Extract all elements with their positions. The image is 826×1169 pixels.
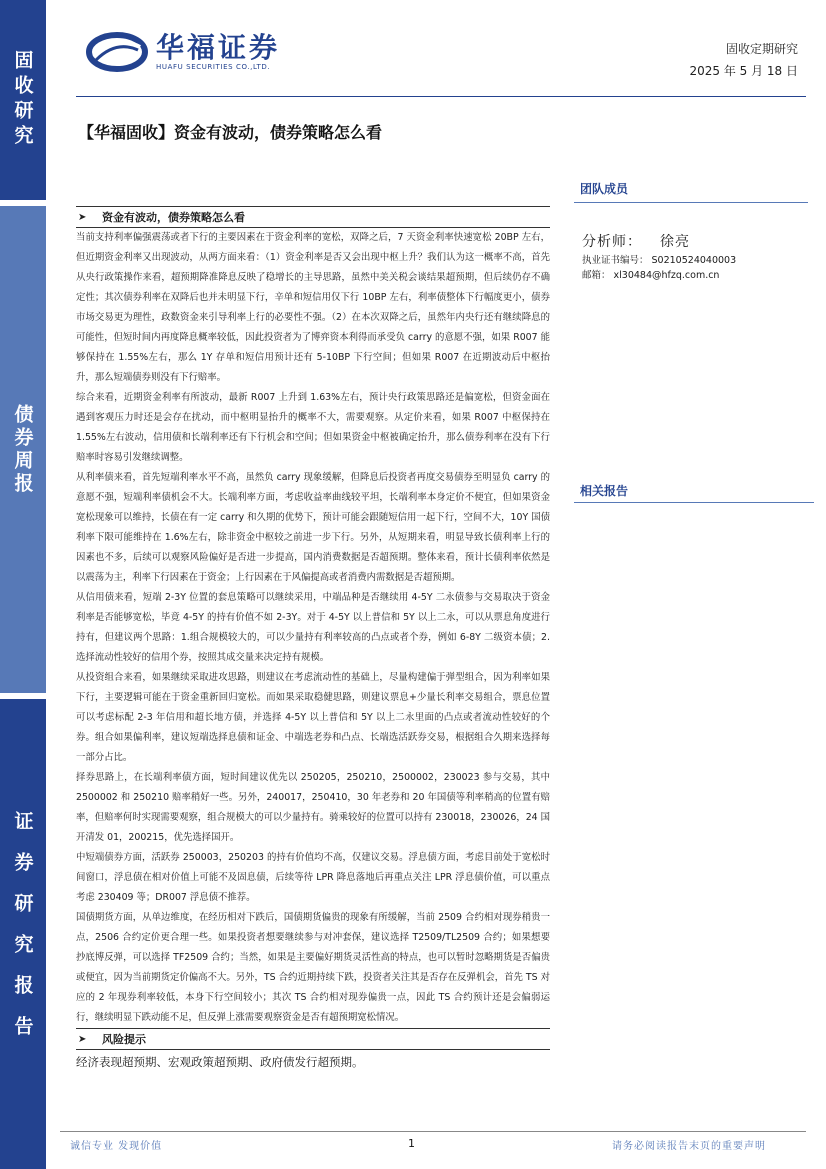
risk-heading-text: 风险提示 — [102, 1033, 146, 1046]
arrow-right-icon: ➤ — [78, 1033, 87, 1045]
sidebar-disclaimer — [0, 699, 46, 1169]
body-paragraph: 从利率债来看，首先短端利率水平不高，虽然负 carry 现象缓解，但降息后投资者再度交易债券至明显负 carry 的意愿不强，短端利率债机会不大。长端利率方面，考虑收益率曲线较平坦，长端利率本身定价不便宜，但如果资金宽松现象可以维持，长债在有一定 carry 和久期的优势下，预计可能会跟随短信用一起下行，空间不大，10Y 国债利率下限可能维持在 1.6%左右，除非资金中枢较之前进一步下行。另外，从短期来看，明显导致长债利率上行的因素也不多，后续可以观察风险偏好是否进一步提高，国内消费数据是否超预期。整体来看，预计长债利率依然是以震荡为主，利率下行因素在于资金；上行因素在于风偏提高或者消费内需数据是否超预期。 — [76, 472, 550, 583]
header-divider — [76, 96, 806, 97]
footer-disclaimer: 请务必阅读报告末页的重要声明 — [612, 1141, 766, 1152]
body-paragraph: 择券思路上，在长端利率债方面，短时间建议优先以 250205，250210，2500002，230023 参与交易，其中 2500002 和 250210 赔率稍好一些。另外，240017，250410，30 年老券和 20 年国债等利率稍高的位置有赔率，但赔率何时实现需要观察，组合规模大的可以少量持有。骑乘较好的位置可以持有 230018，230026，24 国开清发 01，200215，优先选择国开。 — [76, 772, 550, 843]
related-reports-heading: 相关报告 — [574, 482, 814, 503]
report-title: 【华福固收】资金有波动，债券策略怎么看 — [78, 123, 383, 142]
logo — [86, 30, 280, 74]
main-content — [76, 206, 550, 1072]
risk-text: 经济表现超预期、宏观政策超预期、政府债发行超预期。 — [76, 1055, 364, 1069]
report-date: 2025 年 5 月 18 日 — [689, 64, 798, 78]
body-paragraph: 国债期货方面，从单边维度，在经历相对下跌后，国债期货偏贵的现象有所缓解，当前 2509 合约相对现券稍贵一点，2506 合约定价更合理一些。如果投资者想要继续参与对冲套保，建议选择 T2509/TL2509 合约；如果想要抄底博反弹，可以选择 TF2509 合约；当然，如果是主要偏好期货灵活性高的特点，也可以暂时忽略期货是否偏贵或便宜，因为当前期货定价偏高不大。另外，TS 合约近期持续下跌，投资者关注其是否存在反弹机会，首先 TS 对应的 2 年现券利率较低，本身下行空间较小；其次 TS 合约相对现券偏贵一点，因此 TS 合约预计还是会偏弱运行，继续明显下跌动能不足，但反弹上涨需要观察资金是否有超预期宽松情况。 — [76, 912, 550, 1023]
sidebar-report-type — [0, 206, 46, 693]
sidebar-report-type-label: 债券周报 — [11, 403, 34, 496]
analyst-name: 徐亮 — [660, 234, 690, 250]
logo-english: HUAFU SECURITIES CO.,LTD. — [156, 63, 271, 71]
footer-divider — [60, 1131, 806, 1132]
report-type: 固收定期研究 — [725, 42, 798, 56]
sidebar-disclaimer-label: 证券研究报告 — [11, 811, 34, 1057]
arrow-right-icon: ➤ — [78, 211, 87, 223]
right-column — [574, 180, 808, 283]
sidebar — [0, 0, 46, 1169]
risk-heading — [76, 1028, 550, 1050]
analyst-card — [574, 231, 808, 283]
footer-slogan: 诚信专业 发现价值 — [70, 1141, 163, 1152]
logo-swirl-icon — [86, 30, 148, 74]
section-heading — [76, 206, 550, 228]
body-paragraph: 从投资组合来看，如果继续采取进攻思路，则建议在考虑流动性的基础上，尽量构建偏于弹型组合，因为利率如果下行，主要逻辑可能在于资金重新回归宽松。而如果采取稳健思路，则建议票息+少量长利率交易组合，票息位置可以考虑标配 2-3 年信用和超长地方债，并选择 4-5Y 以上普信和 5Y 以上二永里面的凸点或者流动性较好的个券。组合如果偏利率，建议短端选择息债和证金、中端选老券和凸点、长端选活跃券交易，根据组合久期来选择每一部分占比。 — [76, 672, 550, 763]
sidebar-category-label: 固收研究 — [11, 50, 34, 150]
body-paragraph: 中短端债券方面，活跃券 250003，250203 的持有价值均不高，仅建议交易。浮息债方面，考虑目前处于宽松时间窗口，浮息债在相对价值上可能不及固息债，后续等待 LPR 降息落地后再重点关注 LPR 浮息债价值，可以重点考虑 230409 等；DR007 浮息债不推荐。 — [76, 852, 550, 903]
analyst-label: 分析师： — [582, 234, 642, 250]
logo-chinese: 华福证券 — [156, 31, 281, 64]
analyst-email[interactable]: 邮箱： xl30484@hfzq.com.cn — [582, 270, 720, 281]
sidebar-category — [0, 0, 46, 200]
section-heading-text: 资金有波动，债券策略怎么看 — [102, 211, 245, 224]
analyst-license: 执业证书编号： S0210524040003 — [582, 255, 737, 266]
team-heading: 团队成员 — [574, 180, 808, 203]
body-paragraph: 当前支持利率偏强震荡或者下行的主要因素在于资金利率的宽松，双降之后，7 天资金利率快速宽松 20BP 左右，但近期资金利率又出现波动，从两方面来看：（1）资金利率是否又会出现中枢上升？我们认为这一概率不高，首先从央行政策操作来看，超预期降准降息反映了稳增长的主导思路，虽然中美关税会谈结果超预期，但后续仍存不确定性；其次债券利率在双降后也并未明显下行，辛单和短信用仅下行 10BP 左右，利率债整体下行幅度更小，债券市场交易更为理性，政数资金来引导利率上行的必要性不强。（2）在本次双降之后，虽然年内央行还有继续降息的可能性，但短时间内再度降息概率较低，因此投资者为了博弈资本利得而承受负 carry 的意愿不强，如果 R007 能够保持在 1.55%左右，那么 1Y 存单和短信用预计还有 5-10BP 下行空间；但如果 R007 在近期波动后中枢抬升，那么短端债券则没有下行赔率。 — [76, 232, 550, 383]
header — [46, 0, 826, 96]
page-number: 1 — [408, 1137, 415, 1150]
body-paragraph: 从信用债来看，短端 2-3Y 位置的套息策略可以继续采用，中端品种是否继续用 4-5Y 二永债参与交易取决于资金利率是否能够宽松，毕竟 4-5Y 的持有价值不如 2-3Y。对于 4-5Y 以上普信和 5Y 以上二永，可以从票息角度进行持有，但建议两个思路：1.组合规模较大的，可以少量持有利率较高的凸点或者个券，例如 6-8Y 二级资本债；2.选择流动性较好的信用个券，按照其成交量来决定持有规模。 — [76, 592, 550, 663]
body-paragraph: 综合来看，近期资金利率有所波动，最新 R007 上升到 1.63%左右，预计央行政策思路还是偏宽松，但资金面在遇到客观压力时还是会存在扰动，而中枢明显抬升的概率不大，需要观察。从定价来看，如果 R007 中枢保持在 1.55%左右波动，信用债和长端利率还有下行机会和空间；但如果资金中枢被确定抬升，那么债券利率在没有下行赔率时容易引发继续调整。 — [76, 392, 550, 463]
